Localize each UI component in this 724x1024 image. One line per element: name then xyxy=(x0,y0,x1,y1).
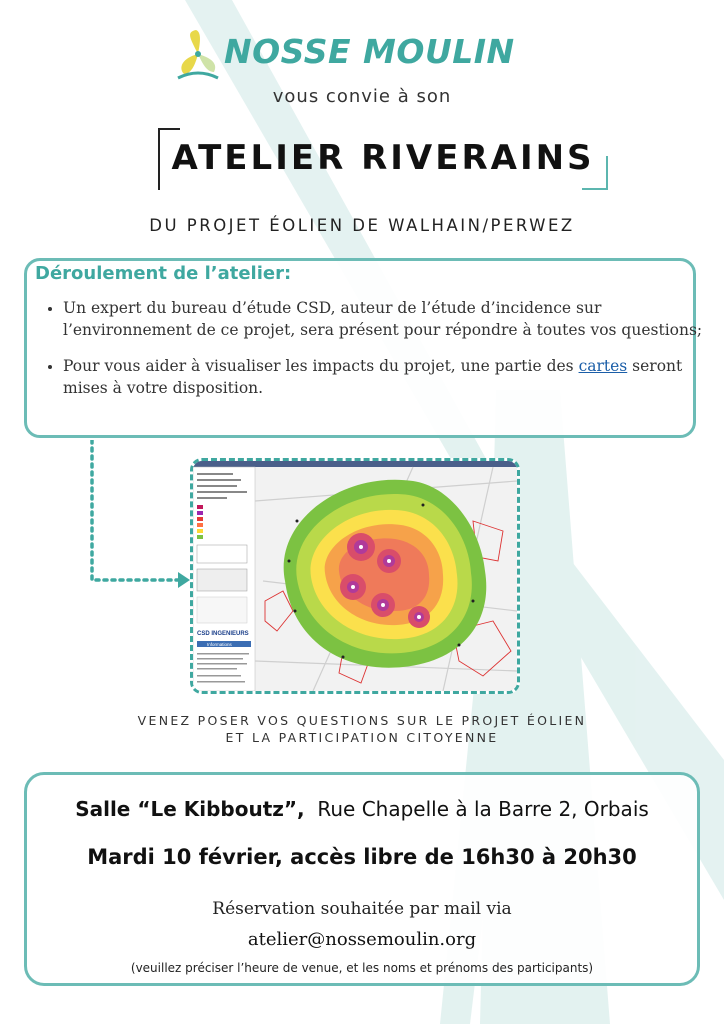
bullet-text: Un expert du bureau d’étude CSD, auteur de l’étude d’incidence sur l’environnement de ce projet, sera présent pour répondre à toutes vos questions; xyxy=(63,299,703,339)
workshop-heading: Déroulement de l’atelier: xyxy=(35,263,292,284)
turbine-logo-icon xyxy=(176,28,220,82)
project-name: DU PROJET ÉOLIEN DE WALHAIN/PERWEZ xyxy=(149,216,575,235)
venue-line xyxy=(27,797,697,821)
brand-name: NOSSE MOULIN xyxy=(224,32,515,71)
caption-line-1: VENEZ POSER VOS QUESTIONS SUR LE PROJET ÉOLIEN xyxy=(137,713,587,728)
list-item xyxy=(63,297,703,341)
venue-address: Rue Chapelle à la Barre 2, Orbais xyxy=(317,797,649,821)
event-date: Mardi 10 février, accès libre de 16h30 à 20h30 xyxy=(87,845,637,869)
reservation-text: Réservation souhaitée par mail via xyxy=(212,899,512,919)
cartes-link[interactable]: cartes xyxy=(578,357,628,375)
map-graphic xyxy=(193,461,517,691)
page-title: ATELIER RIVERAINS xyxy=(171,138,595,178)
title-frame xyxy=(158,128,608,190)
noise-impact-map xyxy=(190,458,520,694)
venue-name: Salle “Le Kibboutz”, xyxy=(75,797,305,821)
dotted-connector-arrow xyxy=(86,440,190,590)
map-caption xyxy=(0,712,724,746)
reservation-note: (veuillez préciser l’heure de venue, et les noms et prénoms des participants) xyxy=(130,961,594,975)
map-legend-brand: CSD INGENIEURS xyxy=(197,631,249,637)
bullet-text-after: seront mises à votre disposition. xyxy=(63,357,683,397)
list-item xyxy=(63,355,703,399)
invitation-subtitle: vous convie à son xyxy=(272,86,452,107)
contact-email-link[interactable]: atelier@nossemoulin.org xyxy=(247,929,477,950)
caption-line-2: ET LA PARTICIPATION CITOYENNE xyxy=(225,730,499,745)
bullet-text-before: Pour vous aider à visualiser les impacts du projet, une partie des xyxy=(63,357,579,375)
workshop-list xyxy=(39,297,703,413)
event-info-box xyxy=(24,772,700,986)
brand-logo xyxy=(176,28,556,84)
workshop-info-box xyxy=(24,258,703,438)
map-legend-label: Informations xyxy=(207,642,232,647)
